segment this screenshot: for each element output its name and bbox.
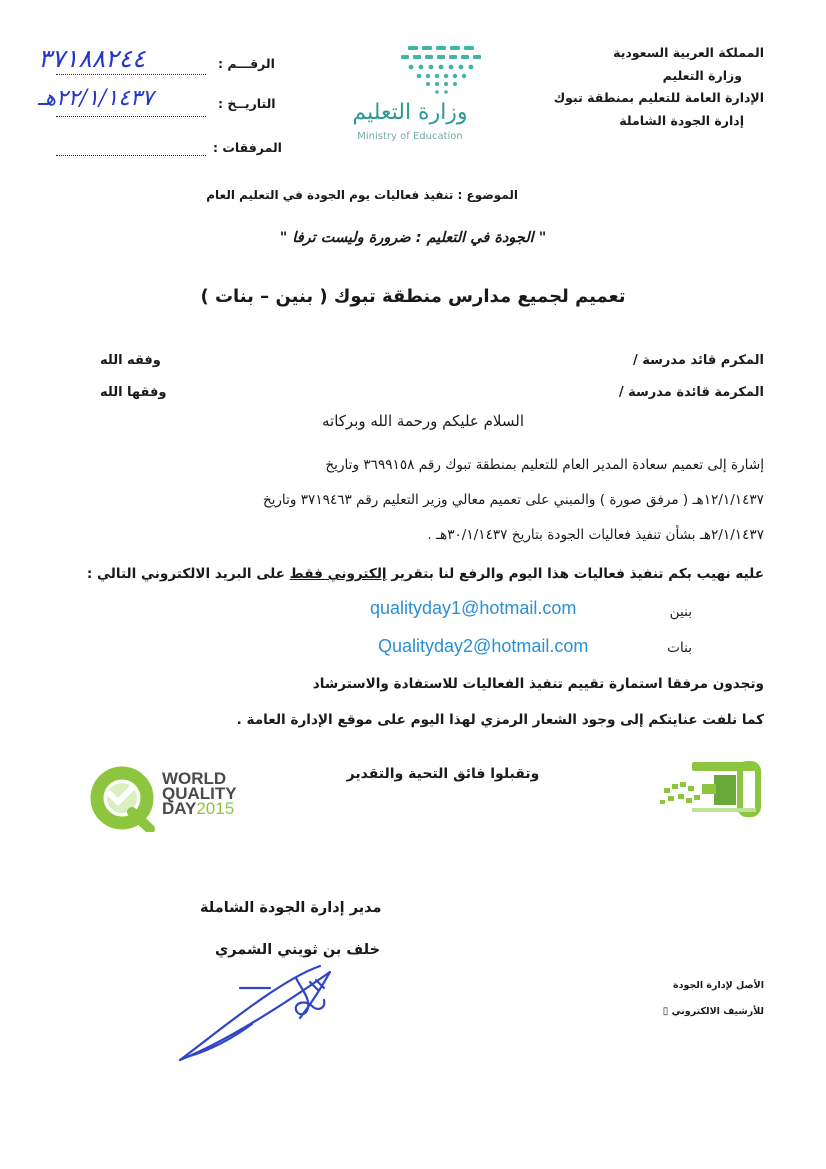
boys-email-link[interactable]: qualityday1@hotmail.com [370,598,577,618]
slogan: " الجودة في التعليم : ضرورة وليست ترفا " [279,230,547,246]
body-line-2: ١٢/١/١٤٣٧هـ ( مرفق صورة ) والمبني على تعميم معالي وزير التعليم رقم ٣٧١٩٤٦٣ وتاريخ [262,492,764,508]
issuer-header [524,42,764,132]
issuer-line-3: الإدارة العامة للتعليم بمنطقة تبوك [553,90,764,105]
addressee-male-closing: وفقه الله [100,353,161,368]
addressee-female: المكرمة قائدة مدرسة / [618,385,764,400]
greeting: السلام عليكم ورحمة الله وبركاته [322,412,524,430]
ministry-logo-mark-icon [395,46,495,98]
issuer-line-4: إدارة الجودة الشاملة [619,112,744,128]
body-line-3: ٢/١/١٤٣٧هـ بشأن تنفيذ فعاليات الجودة بتاريخ ٣٠/١/١٤٣٧هـ . [427,527,764,543]
body-line-4-pre: عليه نهيب بكم تنفيذ فعاليات هذا اليوم والرفع لنا بتقرير [386,566,764,582]
signatory-title: مدير إدارة الجودة الشاملة [200,900,382,916]
footer-archive-note: للأرشيف الالكتروني ▯ [662,1006,764,1017]
body-line-4-post: على البريد الالكتروني التالي : [86,566,290,582]
girls-label: بنات [667,640,692,656]
document-icon: ▯ [662,1006,669,1017]
date-dotted-line [56,116,206,117]
ministry-logo-english: Ministry of Education [357,131,463,142]
body-line-4 [87,566,764,582]
world-quality-day-text [162,771,237,816]
body-line-5: وتجدون مرفقا استمارة تقييم تنفيذ الفعاليات للاستفادة والاسترشاد [312,676,764,692]
circular-title: تعميم لجميع مدارس منطقة تبوك ( بنين – بنات ) [200,286,626,307]
boys-label: بنين [669,604,692,620]
signatory-name: خلف بن ثويني الشمري [215,942,381,958]
ministry-logo-arabic: وزارة التعليم [352,100,468,125]
date-value: ٢٢/١/١٤٣٧هـ [38,86,154,111]
body-line-6: كما نلفت عنايتكم إلى وجود الشعار الرمزي لهذا اليوم على موقع الإدارة العامة . [236,712,764,728]
handwritten-signature-icon [160,960,350,1070]
footer-original-note: الأصل لإدارة الجودة [673,980,764,991]
number-label: الرقـــم : [218,56,275,71]
number-value: ٣٧١٨٨٢٤٤ [38,44,146,73]
wqd-line-quality: QUALITY [162,784,237,803]
wqd-year: 2015 [196,799,235,818]
girls-email-link[interactable]: Qualityday2@hotmail.com [378,636,589,656]
attachments-label: المرفقات : [213,140,282,155]
body-line-1: إشارة إلى تعميم سعادة المدير العام للتعليم بمنطقة تبوك رقم ٣٦٩٩١٥٨ وتاريخ [325,457,764,473]
date-label: التاريــخ : [218,96,276,111]
number-dotted-line [56,74,206,75]
wqd-line-day: DAY2015 [162,799,235,818]
wqd-line-world: WORLD [162,769,227,788]
issuer-line-1: المملكة العربية السعودية [613,45,764,60]
subject-line: الموضوع : تنفيذ فعاليات يوم الجودة في التعليم العام [206,188,518,202]
addressee-female-closing: وفقها الله [100,385,167,400]
world-quality-day-q-icon [88,766,160,832]
issuer-line-2: وزارة التعليم [662,67,742,83]
closing-phrase: وتقبلوا فائق التحية والتقدير [346,766,540,782]
addressee-male: المكرم قائد مدرسة / [632,353,764,368]
quality-day-arabic-logo-icon [656,760,762,818]
body-line-4-emphasis: إلكتروني فقط [289,566,387,582]
attachments-dotted-line [56,155,206,156]
